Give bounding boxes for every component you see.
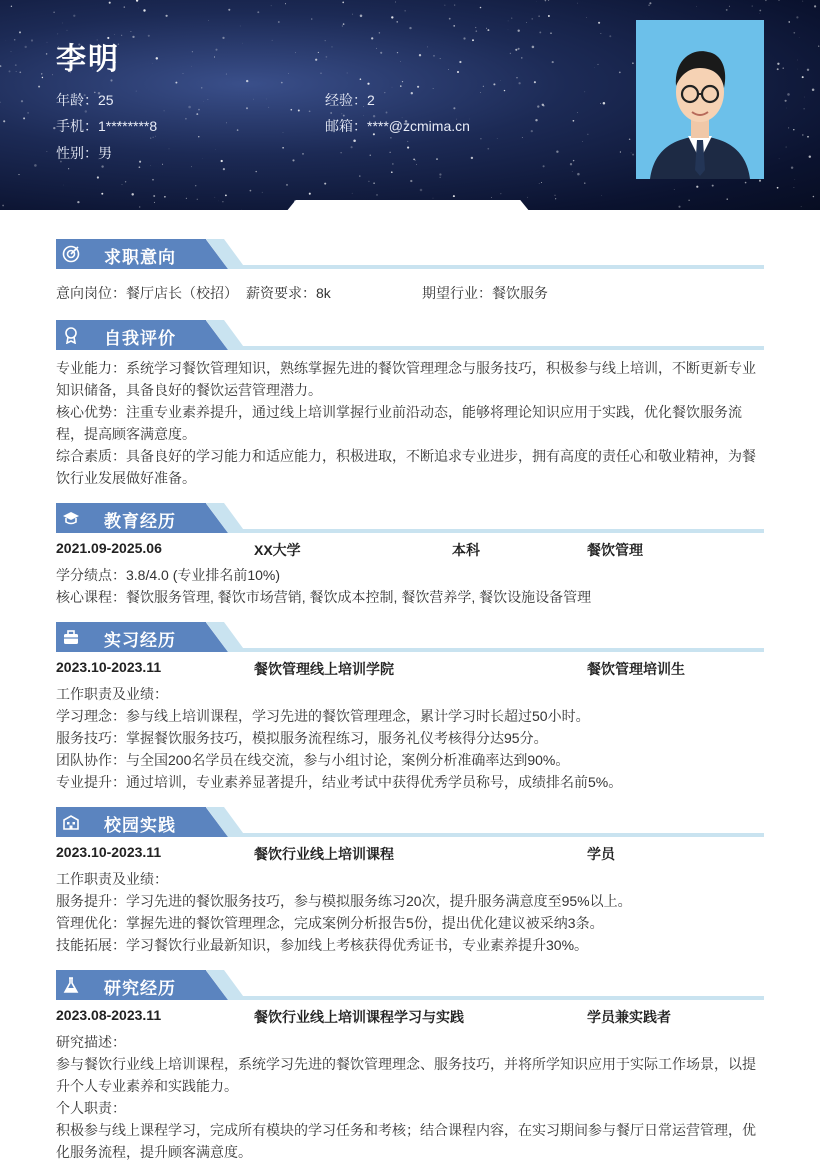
section-header-intent	[56, 239, 764, 273]
intern-line: 服务技巧：掌握餐饮服务技巧，模拟服务流程练习，服务礼仪考核得分达95分。	[56, 727, 764, 749]
badge-icon	[62, 326, 80, 344]
research-label: 研究描述：	[56, 1031, 764, 1053]
section-header-campus	[56, 807, 764, 841]
intent-salary: 薪资要求：8k	[246, 282, 331, 304]
section-title: 实习经历	[104, 626, 176, 651]
edu-school: XX大学	[254, 540, 301, 560]
building-icon	[62, 813, 80, 831]
campus-entry-header	[56, 844, 764, 866]
age-field: 年龄：25	[56, 90, 114, 110]
section-title: 教育经历	[104, 507, 176, 532]
intent-industry: 期望行业：餐饮服务	[422, 282, 548, 304]
intern-line: 专业提升：通过培训，专业素养显著提升，结业考试中获得优秀学员称号，成绩排名前5%。	[56, 771, 764, 793]
edu-gpa: 学分绩点：3.8/4.0 (专业排名前10%)	[56, 564, 764, 586]
education-entry-header	[56, 540, 764, 562]
section-header-education	[56, 503, 764, 537]
section-header-self	[56, 320, 764, 354]
intern-role: 餐饮管理培训生	[587, 659, 685, 679]
section-header-internship	[56, 622, 764, 656]
intern-line: 学习理念：参与线上培训课程，学习先进的餐饮管理理念，累计学习时长超过50小时。	[56, 705, 764, 727]
campus-org: 餐饮行业线上培训课程	[254, 844, 394, 864]
self-eval-line: 核心优势：注重专业素养提升，通过线上培训掌握行业前沿动态，能够将理论知识应用于实践，优化餐饮服务流程，提高顾客满意度。	[56, 401, 764, 445]
section-title: 自我评价	[104, 324, 176, 349]
research-entry-header	[56, 1007, 764, 1029]
edu-courses: 核心课程：餐饮服务管理, 餐饮市场营销, 餐饮成本控制, 餐饮营养学, 餐饮设施设备管理	[56, 586, 764, 608]
research-role: 学员兼实践者	[587, 1007, 671, 1027]
self-eval-line: 综合素质：具备良好的学习能力和适应能力，积极进取，不断追求专业进步，拥有高度的责任心和敬业精神，为餐饮行业发展做好准备。	[56, 445, 764, 489]
campus-date: 2023.10-2023.11	[56, 844, 161, 860]
section-title: 求职意向	[104, 243, 176, 268]
intent-position: 意向岗位：餐厅店长（校招）	[56, 282, 238, 304]
research-label: 个人职责：	[56, 1097, 764, 1119]
research-desc: 参与餐饮行业线上培训课程，系统学习先进的餐饮管理理念、服务技巧，并将所学知识应用于实际工作场景，以提升个人专业素养和实践能力。	[56, 1053, 764, 1097]
research-duty: 积极参与线上课程学习，完成所有模块的学习任务和考核；结合课程内容，在实习期间参与餐厅日常运营管理，优化服务流程，提升顾客满意度。	[56, 1119, 764, 1163]
briefcase-icon	[62, 628, 80, 646]
self-eval-line: 专业能力：系统学习餐饮管理知识，熟练掌握先进的餐饮管理理念与服务技巧，积极参与线上培训，不断更新专业知识储备，具备良好的餐饮运营管理潜力。	[56, 357, 764, 401]
edu-major: 餐饮管理	[587, 540, 643, 560]
header-banner	[0, 0, 820, 210]
campus-line: 工作职责及业绩：	[56, 868, 764, 890]
campus-line: 技能拓展：学习餐饮行业最新知识，参加线上考核获得优秀证书，专业素养提升30%。	[56, 934, 764, 956]
job-intent-row	[56, 282, 764, 304]
profile-photo	[636, 20, 764, 179]
email-field: 邮箱：****@zcmima.cn	[325, 116, 470, 136]
phone-field: 手机：1********8	[56, 116, 157, 136]
research-org: 餐饮行业线上培训课程学习与实践	[254, 1007, 464, 1027]
section-header-research	[56, 970, 764, 1004]
intern-line: 工作职责及业绩：	[56, 683, 764, 705]
research-date: 2023.08-2023.11	[56, 1007, 161, 1023]
section-title: 研究经历	[104, 974, 176, 999]
experience-field: 经验：2	[325, 90, 375, 110]
flask-icon	[62, 976, 80, 994]
intern-date: 2023.10-2023.11	[56, 659, 161, 675]
header-notch	[286, 200, 530, 212]
campus-role: 学员	[587, 844, 615, 864]
section-title: 校园实践	[104, 811, 176, 836]
intern-org: 餐饮管理线上培训学院	[254, 659, 394, 679]
edu-date: 2021.09-2025.06	[56, 540, 162, 556]
target-icon	[62, 245, 80, 263]
campus-line: 服务提升：学习先进的餐饮服务技巧，参与模拟服务练习20次，提升服务满意度至95%以上。	[56, 890, 764, 912]
intern-line: 团队协作：与全国200名学员在线交流，参与小组讨论，案例分析准确率达到90%。	[56, 749, 764, 771]
gender-field: 性别：男	[56, 143, 112, 163]
campus-line: 管理优化：掌握先进的餐饮管理理念，完成案例分析报告5份，提出优化建议被采纳3条。	[56, 912, 764, 934]
edu-degree: 本科	[452, 540, 480, 560]
internship-entry-header	[56, 659, 764, 681]
candidate-name: 李明	[56, 34, 120, 78]
graduation-cap-icon	[62, 509, 80, 527]
